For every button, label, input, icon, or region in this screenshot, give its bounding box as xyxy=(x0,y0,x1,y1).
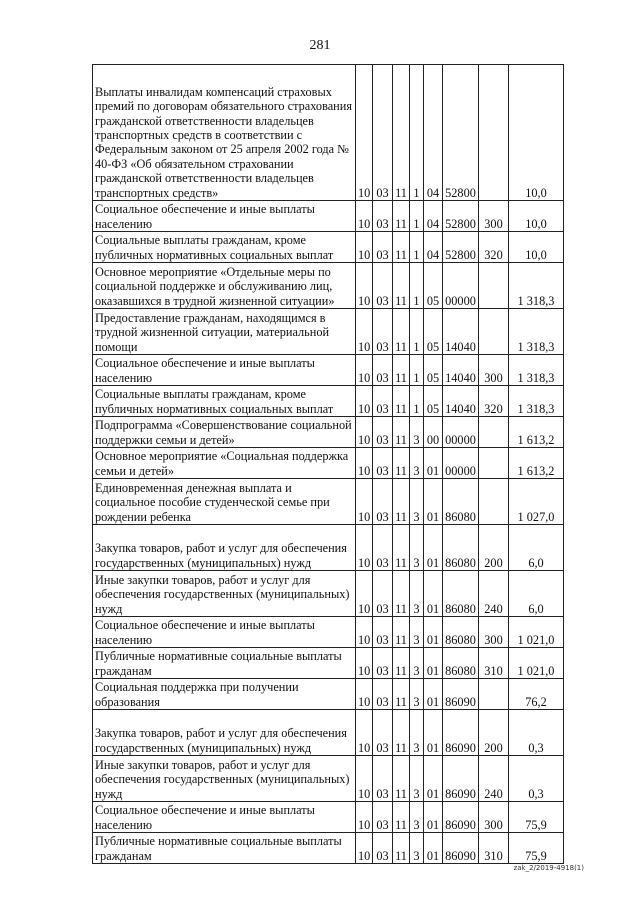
activity-code-cell: 01 xyxy=(424,833,443,864)
row-name-cell: Социальное обеспечение и иные выплаты населению xyxy=(93,617,356,648)
expense-type-code-cell xyxy=(479,263,509,309)
row-name-cell: Социальная поддержка при получении образования xyxy=(93,679,356,710)
amount-cell: 1 021,0 xyxy=(509,617,564,648)
program-code-cell: 11 xyxy=(393,263,410,309)
table-row xyxy=(93,263,564,309)
document-footer: zak_2/2019-4918(1) xyxy=(513,864,584,872)
section-code-cell: 10 xyxy=(356,833,373,864)
direction-code-cell: 86090 xyxy=(443,802,479,833)
direction-code-cell: 52800 xyxy=(443,65,479,201)
direction-code-cell: 86090 xyxy=(443,833,479,864)
amount-cell: 1 613,2 xyxy=(509,448,564,479)
row-name-cell: Закупка товаров, работ и услуг для обеспечения государственных (муниципальных) нужд xyxy=(93,525,356,571)
program-code-cell: 11 xyxy=(393,571,410,617)
subsection-code-cell: 03 xyxy=(373,833,393,864)
program-code-cell: 11 xyxy=(393,679,410,710)
subsection-code-cell: 03 xyxy=(373,571,393,617)
program-code-cell: 11 xyxy=(393,65,410,201)
activity-code-cell: 01 xyxy=(424,479,443,525)
direction-code-cell: 00000 xyxy=(443,263,479,309)
expense-type-code-cell: 320 xyxy=(479,386,509,417)
subprogram-code-cell: 3 xyxy=(410,479,424,525)
amount-cell: 6,0 xyxy=(509,525,564,571)
table-row xyxy=(93,617,564,648)
table-row xyxy=(93,201,564,232)
activity-code-cell: 04 xyxy=(424,201,443,232)
activity-code-cell: 01 xyxy=(424,648,443,679)
table-row xyxy=(93,309,564,355)
budget-table xyxy=(92,64,564,864)
row-name-cell: Социальное обеспечение и иные выплаты населению xyxy=(93,201,356,232)
row-name-cell: Социальные выплаты гражданам, кроме публичных нормативных социальных выплат xyxy=(93,386,356,417)
subsection-code-cell: 03 xyxy=(373,65,393,201)
row-name-cell: Выплаты инвалидам компенсаций страховых премий по договорам обязательного страхования гражданской ответственности владельцев транспортных средств в соответствии с Федеральным законом от 25 апреля 2002 года № 40-ФЗ «Об обязательном страховании гражданской ответственности владельцев транспортных средств» xyxy=(93,65,356,201)
expense-type-code-cell: 310 xyxy=(479,833,509,864)
expense-type-code-cell xyxy=(479,679,509,710)
subsection-code-cell: 03 xyxy=(373,263,393,309)
section-code-cell: 10 xyxy=(356,710,373,756)
amount-cell: 1 027,0 xyxy=(509,479,564,525)
table-row xyxy=(93,710,564,756)
program-code-cell: 11 xyxy=(393,448,410,479)
activity-code-cell: 01 xyxy=(424,679,443,710)
row-name-cell: Основное мероприятие «Социальная поддержка семьи и детей» xyxy=(93,448,356,479)
subprogram-code-cell: 1 xyxy=(410,355,424,386)
expense-type-code-cell xyxy=(479,417,509,448)
program-code-cell: 11 xyxy=(393,710,410,756)
table-row xyxy=(93,833,564,864)
subprogram-code-cell: 1 xyxy=(410,201,424,232)
table-row xyxy=(93,232,564,263)
program-code-cell: 11 xyxy=(393,756,410,802)
section-code-cell: 10 xyxy=(356,756,373,802)
direction-code-cell: 86080 xyxy=(443,571,479,617)
direction-code-cell: 14040 xyxy=(443,355,479,386)
row-name-cell: Подпрограмма «Совершенствование социальной поддержки семьи и детей» xyxy=(93,417,356,448)
subsection-code-cell: 03 xyxy=(373,710,393,756)
amount-cell: 1 021,0 xyxy=(509,648,564,679)
direction-code-cell: 14040 xyxy=(443,309,479,355)
amount-cell: 1 318,3 xyxy=(509,309,564,355)
activity-code-cell: 01 xyxy=(424,448,443,479)
program-code-cell: 11 xyxy=(393,386,410,417)
activity-code-cell: 01 xyxy=(424,756,443,802)
amount-cell: 10,0 xyxy=(509,201,564,232)
subprogram-code-cell: 3 xyxy=(410,802,424,833)
program-code-cell: 11 xyxy=(393,479,410,525)
section-code-cell: 10 xyxy=(356,386,373,417)
activity-code-cell: 01 xyxy=(424,617,443,648)
expense-type-code-cell xyxy=(479,309,509,355)
program-code-cell: 11 xyxy=(393,617,410,648)
table-row xyxy=(93,65,564,201)
section-code-cell: 10 xyxy=(356,232,373,263)
amount-cell: 0,3 xyxy=(509,756,564,802)
direction-code-cell: 14040 xyxy=(443,386,479,417)
activity-code-cell: 04 xyxy=(424,65,443,201)
section-code-cell: 10 xyxy=(356,263,373,309)
expense-type-code-cell xyxy=(479,65,509,201)
expense-type-code-cell: 300 xyxy=(479,355,509,386)
section-code-cell: 10 xyxy=(356,648,373,679)
subprogram-code-cell: 1 xyxy=(410,309,424,355)
subprogram-code-cell: 1 xyxy=(410,386,424,417)
subsection-code-cell: 03 xyxy=(373,648,393,679)
section-code-cell: 10 xyxy=(356,525,373,571)
amount-cell: 10,0 xyxy=(509,65,564,201)
subprogram-code-cell: 1 xyxy=(410,232,424,263)
direction-code-cell: 86090 xyxy=(443,679,479,710)
program-code-cell: 11 xyxy=(393,309,410,355)
amount-cell: 10,0 xyxy=(509,232,564,263)
expense-type-code-cell: 200 xyxy=(479,710,509,756)
direction-code-cell: 86080 xyxy=(443,617,479,648)
direction-code-cell: 00000 xyxy=(443,417,479,448)
direction-code-cell: 52800 xyxy=(443,201,479,232)
row-name-cell: Публичные нормативные социальные выплаты гражданам xyxy=(93,648,356,679)
section-code-cell: 10 xyxy=(356,679,373,710)
budget-table-body xyxy=(93,65,564,864)
activity-code-cell: 05 xyxy=(424,309,443,355)
section-code-cell: 10 xyxy=(356,571,373,617)
table-row xyxy=(93,525,564,571)
subsection-code-cell: 03 xyxy=(373,355,393,386)
subprogram-code-cell: 1 xyxy=(410,65,424,201)
subprogram-code-cell: 3 xyxy=(410,679,424,710)
amount-cell: 0,3 xyxy=(509,710,564,756)
expense-type-code-cell: 320 xyxy=(479,232,509,263)
row-name-cell: Предоставление гражданам, находящимся в трудной жизненной ситуации, материальной помощи xyxy=(93,309,356,355)
section-code-cell: 10 xyxy=(356,201,373,232)
activity-code-cell: 01 xyxy=(424,525,443,571)
subsection-code-cell: 03 xyxy=(373,309,393,355)
program-code-cell: 11 xyxy=(393,201,410,232)
subprogram-code-cell: 3 xyxy=(410,833,424,864)
activity-code-cell: 01 xyxy=(424,571,443,617)
subsection-code-cell: 03 xyxy=(373,679,393,710)
row-name-cell: Иные закупки товаров, работ и услуг для обеспечения государственных (муниципальных) нужд xyxy=(93,756,356,802)
expense-type-code-cell: 240 xyxy=(479,571,509,617)
subsection-code-cell: 03 xyxy=(373,756,393,802)
subprogram-code-cell: 3 xyxy=(410,525,424,571)
subsection-code-cell: 03 xyxy=(373,617,393,648)
amount-cell: 1 318,3 xyxy=(509,386,564,417)
row-name-cell: Социальное обеспечение и иные выплаты населению xyxy=(93,355,356,386)
direction-code-cell: 86080 xyxy=(443,479,479,525)
row-name-cell: Основное мероприятие «Отдельные меры по социальной поддержке и обслуживанию лиц, оказавшихся в трудной жизненной ситуации» xyxy=(93,263,356,309)
activity-code-cell: 01 xyxy=(424,710,443,756)
activity-code-cell: 05 xyxy=(424,386,443,417)
row-name-cell: Закупка товаров, работ и услуг для обеспечения государственных (муниципальных) нужд xyxy=(93,710,356,756)
amount-cell: 6,0 xyxy=(509,571,564,617)
subprogram-code-cell: 1 xyxy=(410,263,424,309)
table-row xyxy=(93,479,564,525)
program-code-cell: 11 xyxy=(393,355,410,386)
program-code-cell: 11 xyxy=(393,648,410,679)
activity-code-cell: 00 xyxy=(424,417,443,448)
activity-code-cell: 04 xyxy=(424,232,443,263)
row-name-cell: Публичные нормативные социальные выплаты гражданам xyxy=(93,833,356,864)
table-row xyxy=(93,386,564,417)
section-code-cell: 10 xyxy=(356,479,373,525)
direction-code-cell: 52800 xyxy=(443,232,479,263)
table-row xyxy=(93,802,564,833)
direction-code-cell: 86090 xyxy=(443,710,479,756)
row-name-cell: Социальные выплаты гражданам, кроме публичных нормативных социальных выплат xyxy=(93,232,356,263)
amount-cell: 75,9 xyxy=(509,802,564,833)
expense-type-code-cell: 300 xyxy=(479,802,509,833)
subsection-code-cell: 03 xyxy=(373,417,393,448)
activity-code-cell: 01 xyxy=(424,802,443,833)
amount-cell: 1 613,2 xyxy=(509,417,564,448)
subsection-code-cell: 03 xyxy=(373,479,393,525)
subsection-code-cell: 03 xyxy=(373,386,393,417)
expense-type-code-cell: 300 xyxy=(479,201,509,232)
row-name-cell: Единовременная денежная выплата и социальное пособие студенческой семье при рождении ребенка xyxy=(93,479,356,525)
table-row xyxy=(93,417,564,448)
table-row xyxy=(93,648,564,679)
subsection-code-cell: 03 xyxy=(373,525,393,571)
activity-code-cell: 05 xyxy=(424,355,443,386)
subsection-code-cell: 03 xyxy=(373,201,393,232)
row-name-cell: Социальное обеспечение и иные выплаты населению xyxy=(93,802,356,833)
direction-code-cell: 86080 xyxy=(443,525,479,571)
table-row xyxy=(93,448,564,479)
amount-cell: 1 318,3 xyxy=(509,263,564,309)
amount-cell: 75,9 xyxy=(509,833,564,864)
expense-type-code-cell: 300 xyxy=(479,617,509,648)
amount-cell: 76,2 xyxy=(509,679,564,710)
table-row xyxy=(93,679,564,710)
program-code-cell: 11 xyxy=(393,525,410,571)
amount-cell: 1 318,3 xyxy=(509,355,564,386)
program-code-cell: 11 xyxy=(393,417,410,448)
section-code-cell: 10 xyxy=(356,355,373,386)
program-code-cell: 11 xyxy=(393,833,410,864)
subsection-code-cell: 03 xyxy=(373,232,393,263)
section-code-cell: 10 xyxy=(356,309,373,355)
direction-code-cell: 86090 xyxy=(443,756,479,802)
section-code-cell: 10 xyxy=(356,65,373,201)
section-code-cell: 10 xyxy=(356,417,373,448)
subprogram-code-cell: 3 xyxy=(410,571,424,617)
program-code-cell: 11 xyxy=(393,232,410,263)
expense-type-code-cell: 240 xyxy=(479,756,509,802)
section-code-cell: 10 xyxy=(356,448,373,479)
subprogram-code-cell: 3 xyxy=(410,756,424,802)
subprogram-code-cell: 3 xyxy=(410,448,424,479)
table-row xyxy=(93,571,564,617)
expense-type-code-cell: 310 xyxy=(479,648,509,679)
expense-type-code-cell xyxy=(479,448,509,479)
page-number: 281 xyxy=(309,38,331,53)
subprogram-code-cell: 3 xyxy=(410,417,424,448)
subsection-code-cell: 03 xyxy=(373,448,393,479)
row-name-cell: Иные закупки товаров, работ и услуг для обеспечения государственных (муниципальных) нужд xyxy=(93,571,356,617)
table-row xyxy=(93,756,564,802)
subprogram-code-cell: 3 xyxy=(410,617,424,648)
activity-code-cell: 05 xyxy=(424,263,443,309)
section-code-cell: 10 xyxy=(356,617,373,648)
table-row xyxy=(93,355,564,386)
direction-code-cell: 00000 xyxy=(443,448,479,479)
subprogram-code-cell: 3 xyxy=(410,648,424,679)
subprogram-code-cell: 3 xyxy=(410,710,424,756)
section-code-cell: 10 xyxy=(356,802,373,833)
expense-type-code-cell: 200 xyxy=(479,525,509,571)
direction-code-cell: 86080 xyxy=(443,648,479,679)
program-code-cell: 11 xyxy=(393,802,410,833)
expense-type-code-cell xyxy=(479,479,509,525)
subsection-code-cell: 03 xyxy=(373,802,393,833)
